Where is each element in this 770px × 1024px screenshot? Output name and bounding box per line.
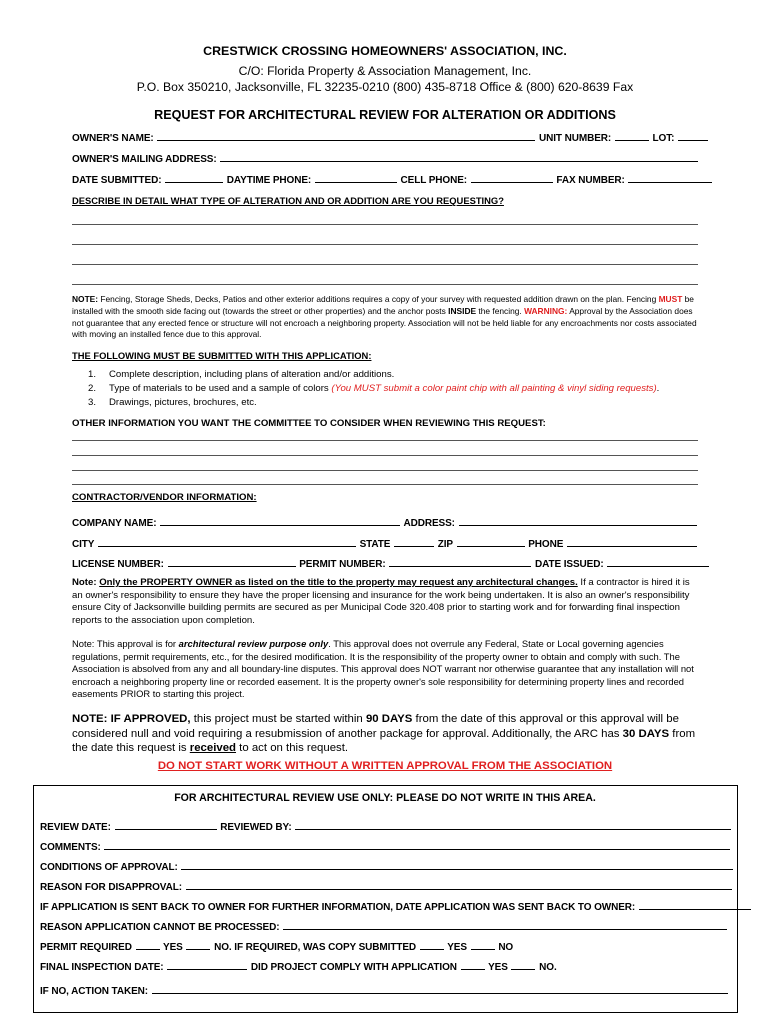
license-number-field[interactable] [168, 558, 296, 567]
contractor-heading: CONTRACTOR/VENDOR INFORMATION: [72, 492, 257, 503]
zip-label: ZIP [437, 539, 453, 550]
purpose-note-lead: Note: This approval is for [72, 638, 179, 649]
company-row [72, 517, 698, 529]
final-inspection-label: FINAL INSPECTION DATE: [40, 962, 164, 973]
item-tail: . [656, 383, 660, 394]
reviewed-by-field[interactable] [295, 821, 731, 830]
association-name: CRESTWICK CROSSING HOMEOWNERS' ASSOCIATION, INC. [203, 44, 567, 58]
mailing-address-row [72, 153, 699, 165]
comply-yes-field[interactable] [461, 961, 485, 970]
other-info-heading: OTHER INFORMATION YOU WANT THE COMMITTEE TO CONSIDER WHEN REVIEWING THIS REQUEST: [72, 418, 546, 429]
fence-note-text-4: Approval by the Association does not guarantee that any erected fence or structure will not encroach a neighboring property. Association will not be held liable for any encroachments nor costs associated with moving an installed fence due to this approval. [72, 305, 697, 340]
describe-heading: DESCRIBE IN DETAIL WHAT TYPE OF ALTERATION AND OR ADDITION ARE YOU REQUESTING? [72, 195, 504, 206]
daytime-phone-label: DAYTIME PHONE: [226, 175, 312, 186]
approved-note-text-2: from the date of this approval or this approval will be considered null and void requiring a resubmission of another package for approval. Additionally, the ARC has [72, 713, 679, 740]
cannot-process-field[interactable] [283, 921, 727, 930]
action-taken-row [40, 985, 729, 997]
review-only-box [33, 785, 738, 1013]
permit-required-row [40, 941, 513, 953]
fax-number-label: FAX NUMBER: [556, 175, 625, 186]
review-date-row [40, 821, 732, 833]
item-number: 3. [87, 397, 96, 408]
paint-chip-requirement: (You MUST submit a color paint chip with all painting & vinyl siding requests) [331, 383, 657, 394]
copy-yes-field[interactable] [420, 941, 444, 950]
cell-phone-field[interactable] [471, 174, 553, 183]
disapproval-row [40, 881, 733, 893]
copy-submitted-label: IF REQUIRED, WAS COPY SUBMITTED [234, 942, 417, 953]
fax-number-field[interactable] [628, 174, 712, 183]
comments-row [40, 841, 731, 853]
item-text: Complete description, including plans of alteration and/or additions. [109, 369, 395, 380]
purpose-note-text: . This approval does not overrule any Federal, State or Local governing agencies regulations, permit requirements, etc., for the desired modification. It is the responsibility of the property owner to obtain and comply with such. The Association is absolved from any and all boundary-line disputes. This approval does NOT warrant nor otherwise guarantee that any installation will not encroach a neighboring property line or recorded easement. It is the property owner's sole responsibility for determining property lines and recorded easements PRIOR to starting this project. [72, 638, 694, 700]
copy-yes-label: YES [447, 942, 467, 953]
received-word: received [189, 742, 237, 755]
describe-line-4[interactable] [72, 284, 698, 285]
comply-no-label: NO. [539, 962, 557, 973]
fence-note [72, 294, 700, 341]
phone-label: PHONE [528, 539, 564, 550]
cannot-process-row [40, 921, 728, 933]
owner-name-row [72, 132, 709, 144]
submit-item-1 [72, 369, 394, 380]
item-number: 2. [87, 383, 96, 394]
owner-note-underlined: Only the PROPERTY OWNER as listed on the title to the property may request any architectural changes. [99, 577, 578, 588]
item-number: 1. [87, 369, 96, 380]
owner-note-text: If a contractor is hired it is an owner's responsibility to ensure they have the proper licensing and insurance for the work being undertaken. It is also an owner's responsibility ensure City of Jacksonville building permits are secured as per Municipal Code 320.408 prior to starting work and for forwarding final inspection reports to the association upon completion. [72, 577, 690, 626]
other-info-line-2[interactable] [72, 455, 698, 456]
approval-timeline-note [72, 712, 702, 756]
disapproval-label: REASON FOR DISAPPROVAL: [40, 882, 182, 893]
sent-back-label: IF APPLICATION IS SENT BACK TO OWNER FOR FURTHER INFORMATION, DATE APPLICATION WAS SENT BACK TO OWNER: [40, 902, 636, 913]
other-info-line-4[interactable] [72, 484, 698, 485]
submit-item-3 [72, 397, 257, 408]
company-name-field[interactable] [160, 517, 400, 526]
fence-note-text-3: the fencing. [476, 305, 525, 316]
company-address-field[interactable] [459, 517, 697, 526]
action-taken-label: IF NO, ACTION TAKEN: [40, 986, 148, 997]
cell-phone-label: CELL PHONE: [400, 175, 468, 186]
approved-note-text-4: to act on this request. [236, 742, 349, 755]
fence-warning: WARNING: [524, 305, 568, 316]
other-info-line-1[interactable] [72, 440, 698, 441]
approved-note-text-3: from the date this request is [72, 727, 696, 755]
sent-back-row [40, 901, 752, 913]
lot-label: LOT: [652, 133, 675, 144]
mailing-address-label: OWNER'S MAILING ADDRESS: [72, 154, 217, 165]
license-row [72, 558, 710, 570]
review-date-field[interactable] [115, 821, 217, 830]
describe-line-1[interactable] [72, 224, 698, 225]
copy-no-field[interactable] [471, 941, 495, 950]
sent-back-field[interactable] [639, 901, 751, 910]
review-purpose-note [72, 638, 700, 701]
permit-number-label: PERMIT NUMBER: [299, 559, 386, 570]
review-box-heading: FOR ARCHITECTURAL REVIEW USE ONLY: PLEASE DO NOT WRITE IN THIS AREA. [174, 792, 596, 804]
item-text: Type of materials to be used and a sample of colors [109, 383, 332, 394]
unit-number-field[interactable] [615, 132, 649, 141]
submit-item-2 [72, 383, 659, 394]
city-label: CITY [72, 539, 95, 550]
comply-yes-label: YES [488, 962, 508, 973]
comments-label: COMMENTS: [40, 842, 101, 853]
permit-required-label: PERMIT REQUIRED [40, 942, 132, 953]
phone-field[interactable] [567, 538, 697, 547]
reviewed-by-label: REVIEWED BY: [220, 822, 292, 833]
association-address: P.O. Box 350210, Jacksonville, FL 32235-0210 (800) 435-8718 Office & (800) 620-8639 Fax [136, 80, 634, 94]
item-text: Drawings, pictures, brochures, etc. [109, 397, 257, 408]
approved-note-lead: NOTE: IF APPROVED, [72, 713, 191, 725]
lot-field[interactable] [678, 132, 708, 141]
mailing-address-field[interactable] [220, 153, 698, 162]
permit-number-field[interactable] [389, 558, 531, 567]
date-issued-field[interactable] [607, 558, 709, 567]
permit-yes-label: YES [163, 942, 183, 953]
conditions-field[interactable] [181, 861, 733, 870]
city-row [72, 538, 698, 550]
final-inspection-row [40, 961, 557, 973]
permit-no-field[interactable] [186, 941, 210, 950]
state-field[interactable] [394, 538, 434, 547]
describe-line-2[interactable] [72, 244, 698, 245]
owner-note-lead: Note: [72, 577, 100, 588]
company-name-label: COMPANY NAME: [72, 518, 157, 529]
form-title: REQUEST FOR ARCHITECTURAL REVIEW FOR ALTERATION OR ADDITIONS [154, 108, 616, 122]
conditions-label: CONDITIONS OF APPROVAL: [40, 862, 178, 873]
owner-name-field[interactable] [157, 132, 535, 141]
thirty-days: 30 DAYS [622, 727, 670, 740]
fence-note-text-1: Fencing, Storage Sheds, Decks, Patios and other exterior additions requires a copy of your survey with requested addition drawn on the plan. Fencing [98, 294, 659, 304]
management-company: C/O: Florida Property & Association Management, Inc. [238, 64, 532, 78]
other-info-line-3[interactable] [72, 470, 698, 471]
fence-inside: INSIDE [448, 305, 477, 316]
comply-no-field[interactable] [511, 961, 535, 970]
state-label: STATE [359, 539, 391, 550]
date-submitted-field[interactable] [165, 174, 223, 183]
permit-yes-field[interactable] [136, 941, 160, 950]
owner-responsibility-note [72, 577, 700, 627]
review-date-label: REVIEW DATE: [40, 822, 111, 833]
contact-row [72, 174, 713, 186]
describe-line-3[interactable] [72, 264, 698, 265]
owner-name-label: OWNER'S NAME: [72, 133, 154, 144]
ninety-days: 90 DAYS [365, 713, 413, 725]
conditions-row [40, 861, 734, 873]
did-comply-label: DID PROJECT COMPLY WITH APPLICATION [250, 962, 457, 973]
zip-field[interactable] [457, 538, 525, 547]
approved-note-text-1: this project must be started within [190, 713, 366, 725]
final-inspection-field[interactable] [167, 961, 247, 970]
date-submitted-label: DATE SUBMITTED: [72, 175, 162, 186]
cannot-process-label: REASON APPLICATION CANNOT BE PROCESSED: [40, 922, 280, 933]
disapproval-field[interactable] [186, 881, 732, 890]
fence-note-lead: NOTE: [72, 294, 99, 304]
comments-field[interactable] [104, 841, 730, 850]
daytime-phone-field[interactable] [315, 174, 397, 183]
submit-heading: THE FOLLOWING MUST BE SUBMITTED WITH THIS APPLICATION: [72, 350, 372, 361]
company-address-label: ADDRESS: [403, 518, 455, 529]
action-taken-field[interactable] [152, 985, 728, 994]
do-not-start-warning: DO NOT START WORK WITHOUT A WRITTEN APPROVAL FROM THE ASSOCIATION [157, 760, 613, 772]
copy-no-label: NO [498, 942, 514, 953]
unit-number-label: UNIT NUMBER: [539, 133, 612, 144]
city-field[interactable] [98, 538, 356, 547]
purpose-note-emphasis: architectural review purpose only [178, 638, 329, 649]
date-issued-label: DATE ISSUED: [534, 559, 604, 570]
fence-must: MUST [658, 294, 683, 304]
fence-note-text-2: be installed with the smooth side facing out (towards the street or other properties) and the anchor posts [72, 294, 694, 316]
license-number-label: LICENSE NUMBER: [72, 559, 164, 570]
permit-no-label: NO. [214, 942, 232, 953]
